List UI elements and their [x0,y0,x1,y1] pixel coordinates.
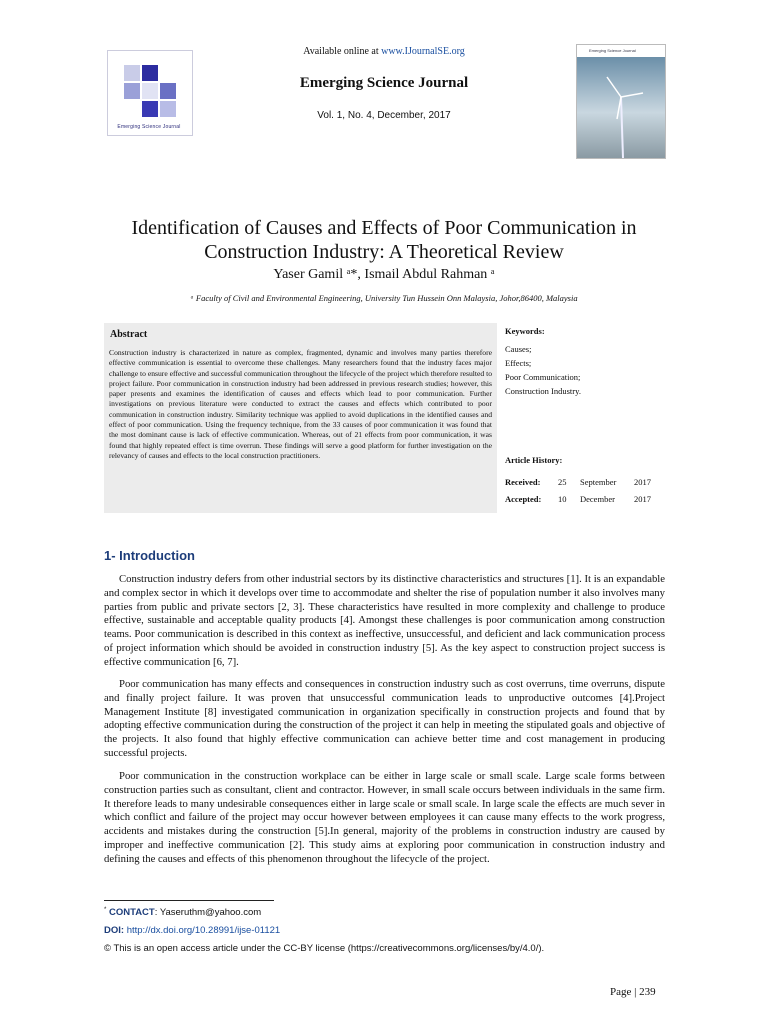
abstract-heading: Abstract [110,329,148,340]
accepted-label: Accepted: [505,494,542,504]
keyword-item: Causes; [505,344,532,354]
received-label: Received: [505,477,541,487]
accepted-day: 10 [558,494,567,504]
journal-website-link[interactable]: www.IJournalSE.org [381,46,465,57]
article-history-heading: Article History: [505,455,563,465]
footnote-divider [104,900,274,901]
article-title: Identification of Causes and Effects of Poor Communication in Construction Industry: A Theoretical Review [131,217,637,263]
keyword-item: Construction Industry. [505,386,581,396]
journal-name: Emerging Science Journal [299,75,469,91]
availability-text: Available online at [303,46,382,57]
article-authors: Yaser Gamil ᵃ*, Ismail Abdul Rahman ᵃ [273,267,495,282]
license-footnote: © This is an open access article under the CC-BY license (https://creativecommons.org/licenses/by/4.0/). [104,943,545,954]
volume-info: Vol. 1, No. 4, December, 2017 [317,110,451,121]
received-month: September [580,477,617,487]
received-day: 25 [558,477,567,487]
doi-link[interactable]: http://dx.doi.org/10.28991/ijse-01121 [126,925,281,936]
wind-turbine-icon [577,57,665,158]
contact-footnote: * CONTACT: Yaseruthm@yahoo.com [104,907,262,919]
intro-paragraph-1: Construction industry defers from other industrial sectors by its distinctive characteristics and structures [1]. It is an expandable and complex sector in which it develops over time to accommodate and shelter the rise of population number it also involves many parties from public and private sectors [2, 3]. These characteristics have resulted in more complexity and challenge to produce effective, sustainable and acceptable quality products [4]. Amongst these challenges is poor communication among construction teams. Poor communication is described in this context as ineffective, unsuccessful, and deficient and lack communication process of project information which should be avoided in construction industry [5]. As the key aspect to construction project success is effective communication [6, 7]. [104,573,665,668]
author-affiliation: ᵃ Faculty of Civil and Environmental Engineering, University Tun Hussein Onn Malaysia, Johor,86400, Malaysia [190,293,578,303]
page-number: Page | 239 [610,986,656,998]
intro-paragraph-3: Poor communication in the construction workplace can be either in large scale or small scale. Large scale forms between construction parties such as consultant, client and contractor. However, in small scale occurs between individuals in the same firm. It therefore leads to many undesirable consequences either in large scale or small scale. In large scale the effects are much sever in which conflict and failure of the project may occur however between employees it can cause many effects to the work progress, accidents and mistakes during the construction [5].In general, majority of the problems in construction industry are caused by improper and ineffective communication [2]. This study aims at exploring poor communication in construction industry and defining the causes and effects of this phenomenon throughout the lifecycle of the project. [104,770,665,865]
contact-label: CONTACT [108,907,155,919]
intro-paragraph-2: Poor communication has many effects and consequences in construction industry such as cost overruns, time overruns, dispute and finally project failure. It was proven that unsuccessful communication leads to unproductive outcomes [4].Project Management Institute [8] investigated communication in organization specifically in construction projects and found that by adopting effective communication during the construction of the project it can help in meeting the stipulated goals and objective of the projects. It also found that highly effective communication can achieve better time and cost management in producing successful projects. [104,678,665,759]
abstract-text: Construction industry is characterized in nature as complex, fragmented, dynamic and involves many parties therefore effective communication is essential to overcome these challenges. Many researchers found that the industry faces major challenge to ensure effective and successful communication throughout the lifecycle of the project which therefore resulted to project failure. Poor communication in construction industry had been addressed in previous research studies; however, this paper presents and examines the identification of causes and effects which lead to poor communication. Further investigations on previous literature were conducted to extract the causes and effects which contributed to poor communication in construction industry. Similarity technique was applied to avoid duplications in the identified causes and effect of poor communication. Using the frequency technique, from the 33 causes of poor communication it was found that the most dominant cause is lack of effective communication. Whereas, out of 21 effects from poor communication, it was found that highly repeated effect is time overrun. These findings will serve a good platform for further investigation on the relevancy of causes and effects to the local construction practitioners. [109,348,492,460]
accepted-year: 2017 [634,494,651,504]
logo-caption: Emerging Science Journal [117,124,181,130]
section-heading-introduction: 1- Introduction [104,548,195,563]
keyword-item: Effects; [505,358,532,368]
accepted-month: December [580,494,615,504]
doi-footnote [104,925,280,936]
journal-cover-image [576,44,666,159]
keyword-item: Poor Communication; [505,372,581,382]
cover-title: Emerging Science Journal [589,48,636,53]
keywords-heading: Keywords: [505,326,545,336]
doi-label: DOI: [104,925,125,936]
contact-email: : Yaseruthm@yahoo.com [154,907,262,919]
received-year: 2017 [634,477,651,487]
